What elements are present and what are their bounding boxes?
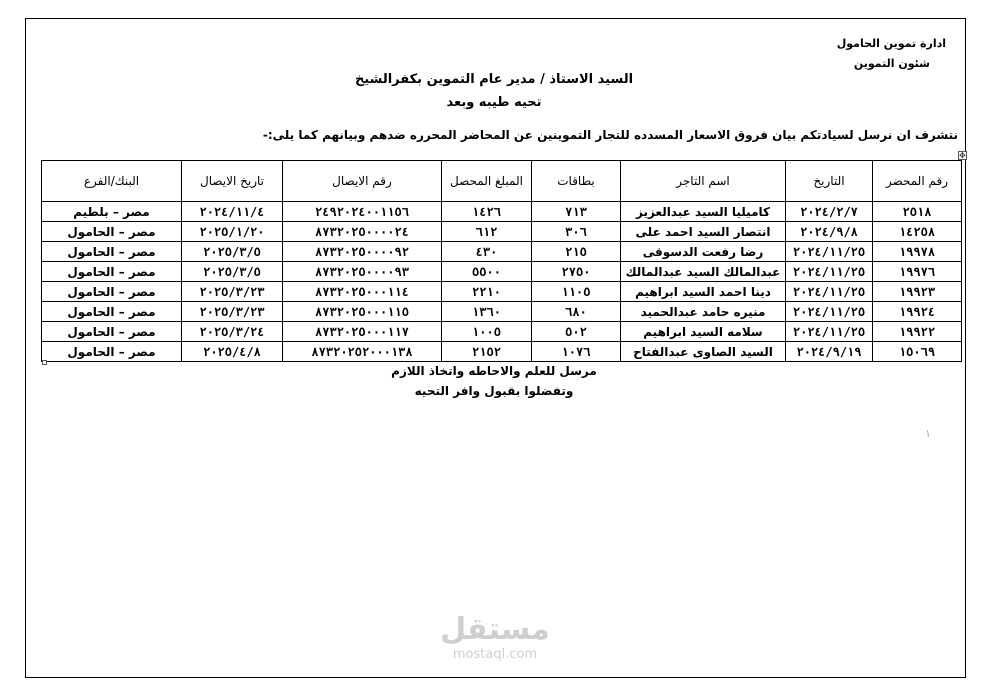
table-row <box>42 222 962 242</box>
table-cell: مصر – الحامول <box>42 242 182 262</box>
table-cell: ٢٠٢٤/٩/٨ <box>786 222 873 242</box>
closing-line-2: وتفضلوا بقبول وافر التحيه <box>414 384 574 398</box>
table-cell: مصر – الحامول <box>42 282 182 302</box>
table-row <box>42 342 962 362</box>
table-cell: ٦٨٠ <box>532 302 621 322</box>
greeting: تحيه طيبه وبعد <box>446 95 542 110</box>
table-cell: ٢٠٢٥/٣/٢٤ <box>182 322 283 342</box>
table-cell: ٢٠٢٤/١١/٢٥ <box>786 302 873 322</box>
table-cell: ١٥٠٦٩ <box>873 342 962 362</box>
watermark-site: mostaql.com <box>452 647 538 662</box>
table-cell: ١٩٩٧٨ <box>873 242 962 262</box>
table-cell: ٥٠٢ <box>532 322 621 342</box>
table-cell: ٢٧٥٠ <box>532 262 621 282</box>
table-cell: ٢١٥٢ <box>442 342 532 362</box>
column-header: بطاقات <box>532 161 621 202</box>
table-cell: انتصار السيد احمد على <box>621 222 786 242</box>
page-mark: ١ <box>925 427 931 440</box>
table-cell: مصر – الحامول <box>42 342 182 362</box>
table-cell: ٢٥١٨ <box>873 202 962 222</box>
table-cell: ٢٠٢٤/١١/٢٥ <box>786 282 873 302</box>
table-body <box>42 202 962 362</box>
table-row <box>42 282 962 302</box>
table-cell: ٨٧٣٢٠٢٥٠٠٠١١٤ <box>283 282 442 302</box>
table-row <box>42 242 962 262</box>
table-cell: عبدالمالك السيد عبدالمالك <box>621 262 786 282</box>
table-cell: ٢٠٢٤/٩/١٩ <box>786 342 873 362</box>
table-cell: ١٩٩٢٤ <box>873 302 962 322</box>
table-cell: السيد الصاوى عبدالفتاح <box>621 342 786 362</box>
table-move-handle[interactable]: ✥ <box>959 151 966 160</box>
table-cell: ١٤٢٥٨ <box>873 222 962 242</box>
department-header <box>746 34 946 74</box>
column-header: اسم التاجر <box>621 161 786 202</box>
table-cell: ٨٧٣٢٠٢٥٠٠٠٠٢٤ <box>283 222 442 242</box>
column-header: المبلغ المحصل <box>442 161 532 202</box>
table-cell: ٢٠٢٥/٣/٢٣ <box>182 282 283 302</box>
table-cell: ٢٠٢٤/١١/٢٥ <box>786 242 873 262</box>
intro-text: نتشرف ان نرسل لسيادتكم بيان فروق الاسعار المسدده للتجار التموينين عن المحاضر المحرره ضدهم وبيانهم كما يلى:- <box>262 128 958 142</box>
table-cell: ٢٠٢٤/١١/٢٥ <box>786 322 873 342</box>
table-cell: ٣٠٦ <box>532 222 621 242</box>
column-header: تاريخ الايصال <box>182 161 283 202</box>
column-header: البنك/الفرع <box>42 161 182 202</box>
table-row <box>42 302 962 322</box>
table-row <box>42 322 962 342</box>
table-cell: دينا احمد السيد ابراهيم <box>621 282 786 302</box>
table-cell: ٢٠٢٤/١١/٤ <box>182 202 283 222</box>
table-cell: ٢١٥ <box>532 242 621 262</box>
table-cell: ١٣٦٠ <box>442 302 532 322</box>
table-row <box>42 262 962 282</box>
table-cell: ٤٣٠ <box>442 242 532 262</box>
table-cell: ٨٧٣٢٠٢٥٠٠٠١١٧ <box>283 322 442 342</box>
table-cell: ٨٧٣٢٠٢٥٢٠٠٠١٣٨ <box>283 342 442 362</box>
table-cell: مصر – الحامول <box>42 322 182 342</box>
table-cell: منيره حامد عبدالحميد <box>621 302 786 322</box>
table-cell: ١٩٩٢٣ <box>873 282 962 302</box>
violations-table <box>41 160 962 362</box>
table-cell: مصر – الحامول <box>42 262 182 282</box>
table-cell: ٢٠٢٥/٣/٥ <box>182 262 283 282</box>
addressee: السيد الاستاذ / مدير عام التموين بكفرالشيخ <box>354 72 634 87</box>
table-cell: ٨٧٣٢٠٢٥٠٠٠٠٩٣ <box>283 262 442 282</box>
column-header: رقم المحضر <box>873 161 962 202</box>
table-cell: ١١٠٥ <box>532 282 621 302</box>
table-cell: ٧١٣ <box>532 202 621 222</box>
table-row <box>42 202 962 222</box>
watermark-brand: مستقل <box>440 612 550 647</box>
table-cell: ٦١٢ <box>442 222 532 242</box>
column-header: التاريخ <box>786 161 873 202</box>
closing-line-1: مرسل للعلم والاحاطه واتخاذ اللازم <box>391 364 597 378</box>
table-cell: ١٩٩٧٦ <box>873 262 962 282</box>
table-cell: سلامه السيد ابراهيم <box>621 322 786 342</box>
table-cell: ٨٧٣٢٠٢٥٠٠٠٠٩٢ <box>283 242 442 262</box>
violations-table-container <box>41 160 961 359</box>
table-cell: رضا رفعت الدسوقى <box>621 242 786 262</box>
table-cell: مصر – بلطيم <box>42 202 182 222</box>
table-cell: ١٠٠٥ <box>442 322 532 342</box>
table-cell: ٢٠٢٥/١/٢٠ <box>182 222 283 242</box>
column-header: رقم الايصال <box>283 161 442 202</box>
table-cell: مصر – الحامول <box>42 222 182 242</box>
table-cell: ٢٠٢٥/٤/٨ <box>182 342 283 362</box>
table-cell: ٥٥٠٠ <box>442 262 532 282</box>
table-cell: ١٠٧٦ <box>532 342 621 362</box>
table-cell: ٢٤٩٢٠٢٤٠٠١١٥٦ <box>283 202 442 222</box>
watermark-logo <box>430 612 560 662</box>
table-cell: ٢٠٢٥/٣/٢٣ <box>182 302 283 322</box>
department-name: ادارة تموين الحامول <box>836 37 946 50</box>
table-cell: ٢٠٢٤/١١/٢٥ <box>786 262 873 282</box>
table-header-row <box>42 161 962 202</box>
table-cell: كاميليا السيد عبدالعزيز <box>621 202 786 222</box>
section-name: شئون التموين <box>853 57 930 70</box>
table-cell: ٢٢١٠ <box>442 282 532 302</box>
table-cell: ٢٠٢٤/٢/٧ <box>786 202 873 222</box>
table-cell: مصر – الحامول <box>42 302 182 322</box>
table-cell: ١٩٩٢٢ <box>873 322 962 342</box>
table-cell: ٨٧٣٢٠٢٥٠٠٠١١٥ <box>283 302 442 322</box>
table-cell: ٢٠٢٥/٣/٥ <box>182 242 283 262</box>
table-cell: ١٤٢٦ <box>442 202 532 222</box>
